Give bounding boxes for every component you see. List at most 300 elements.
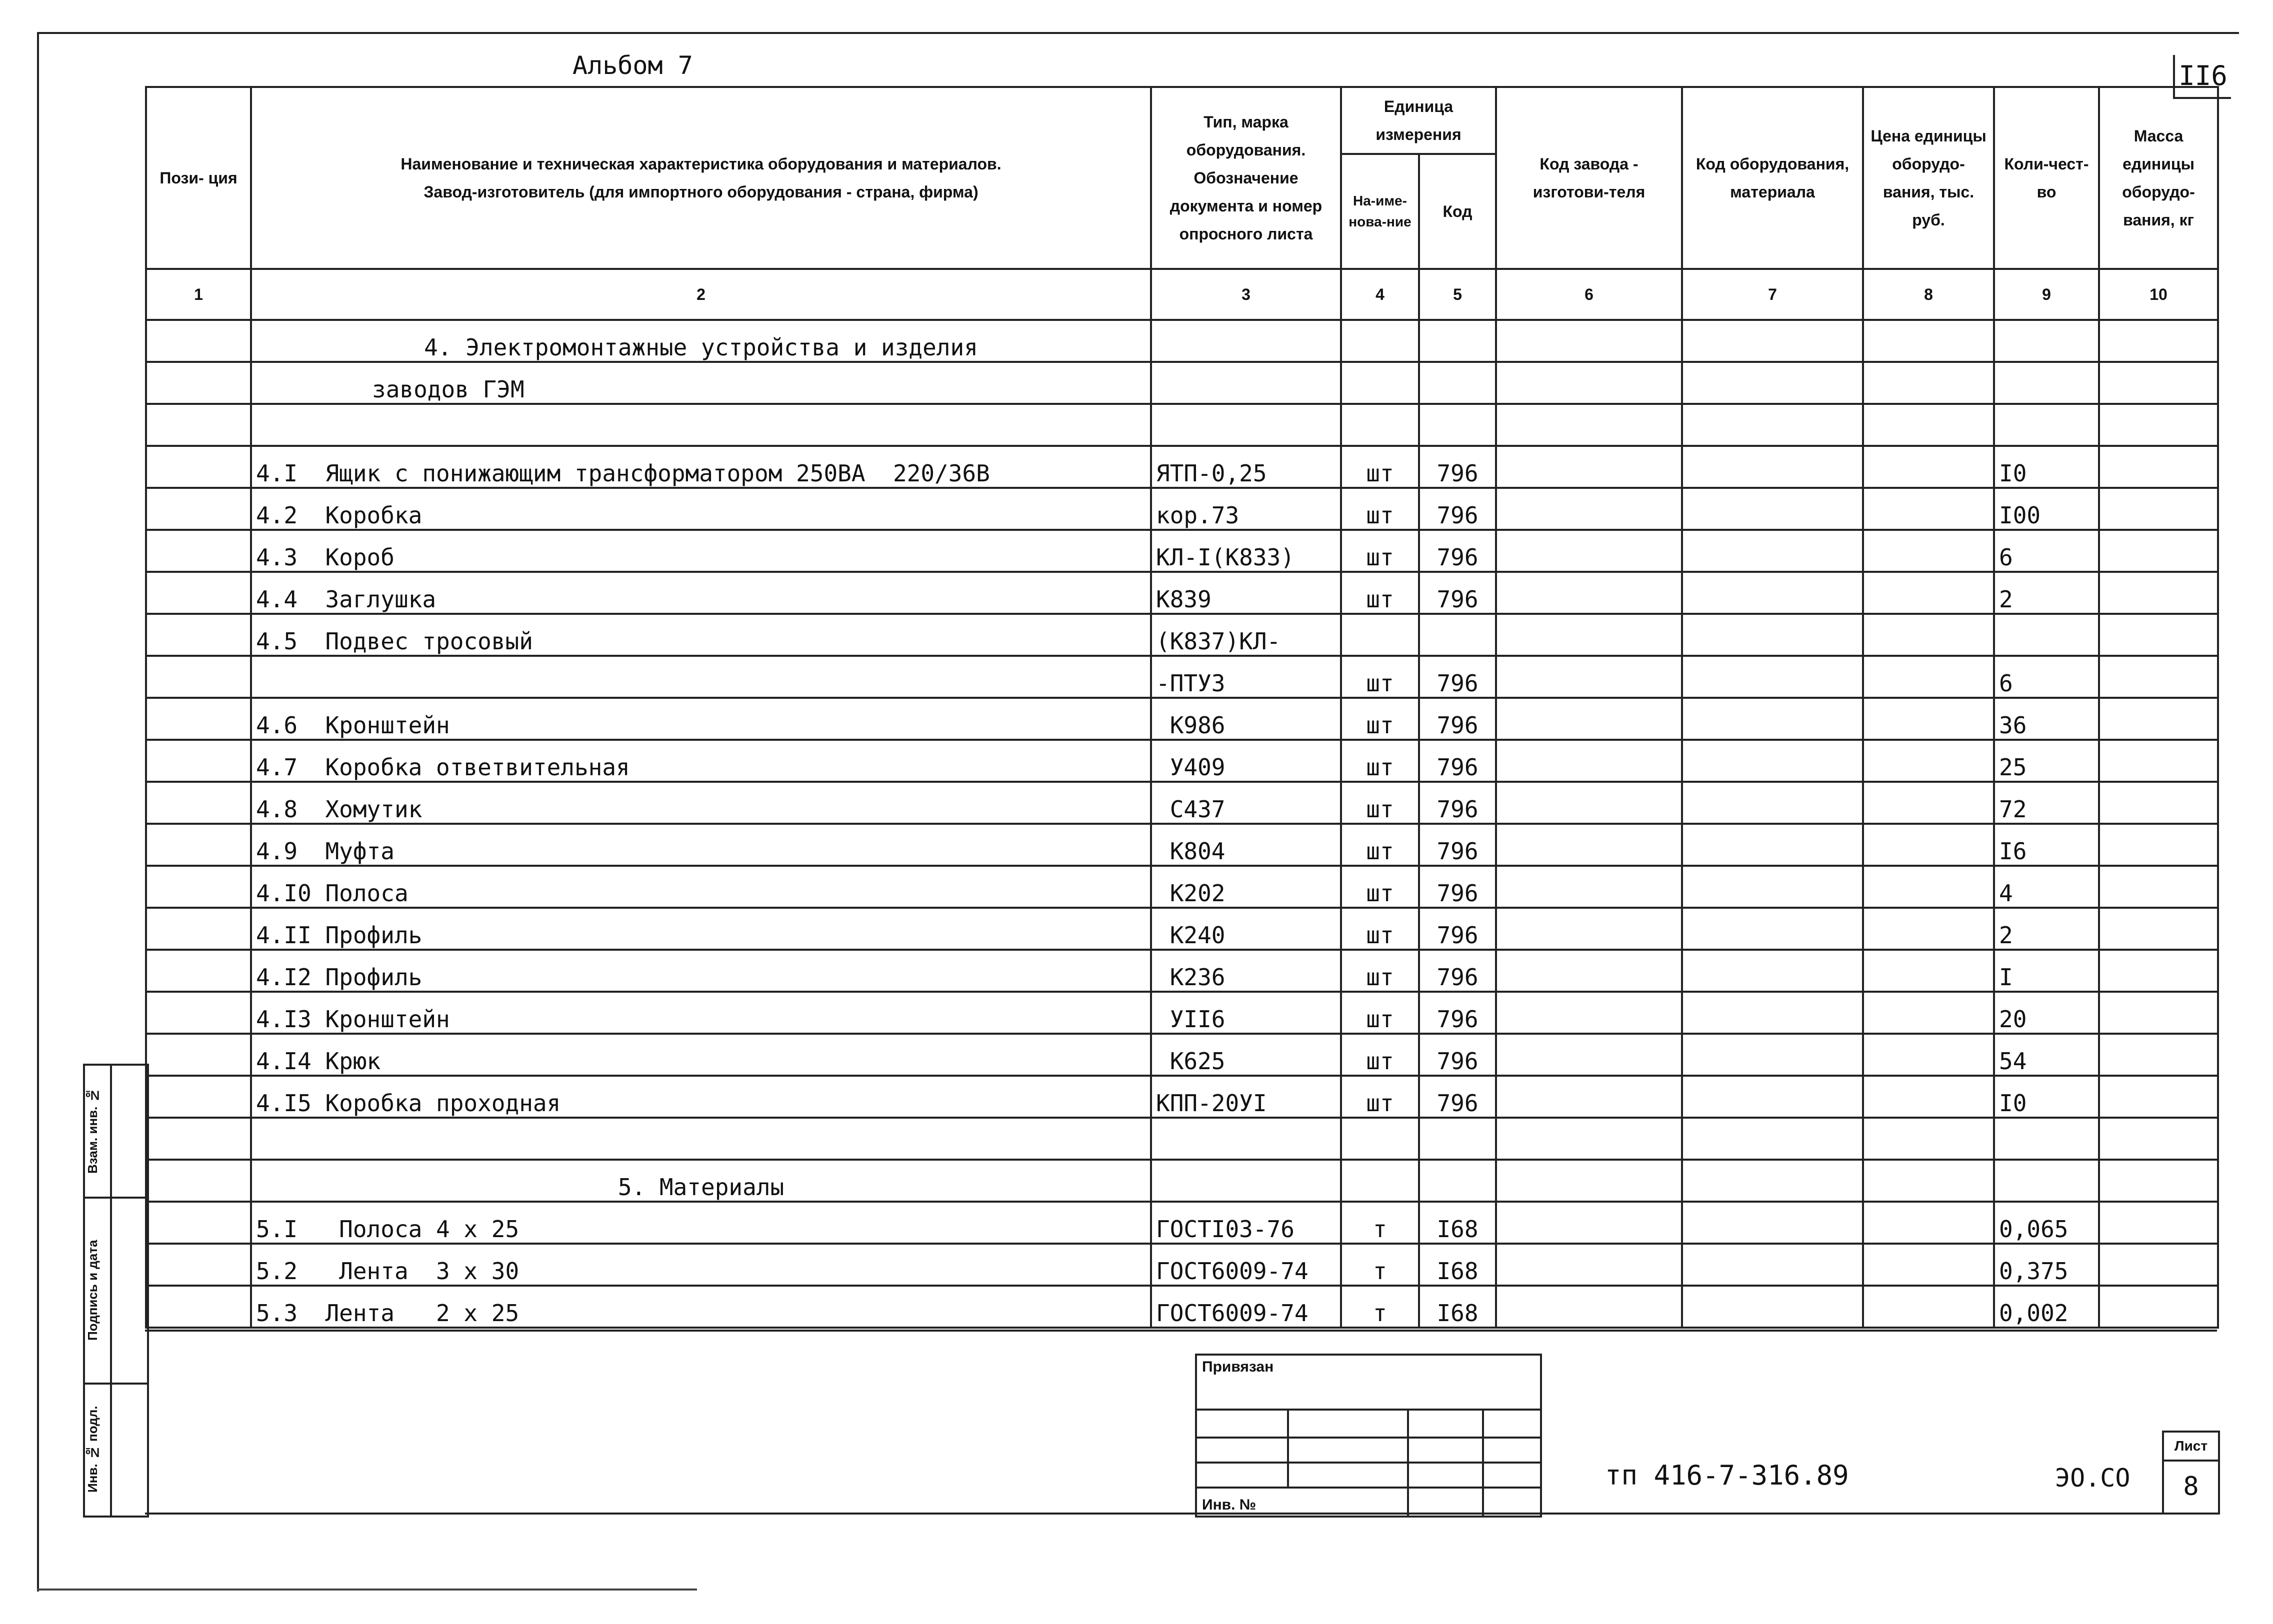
qty-cell xyxy=(1994,362,2099,404)
price-cell xyxy=(1863,1076,1994,1118)
type-cell: ЯТП-0,25 xyxy=(1151,446,1341,488)
price-cell xyxy=(1863,992,1994,1034)
mass-cell xyxy=(2099,320,2218,362)
colnum: 9 xyxy=(1994,269,2099,320)
mass-cell xyxy=(2099,1160,2218,1202)
factory-code-cell xyxy=(1496,488,1682,530)
type-cell xyxy=(1151,404,1341,446)
name-cell: 4.I Ящик с понижающим трансформатором 250ВА 220/36В xyxy=(251,446,1151,488)
name-cell: 4.8 Хомутик xyxy=(251,782,1151,824)
table-row xyxy=(146,1076,2218,1118)
table-row xyxy=(146,992,2218,1034)
price-cell xyxy=(1863,740,1994,782)
table-row xyxy=(146,446,2218,488)
mass-cell xyxy=(2099,866,2218,908)
mass-cell xyxy=(2099,908,2218,950)
col-unit-group: Единица измерения xyxy=(1341,87,1496,154)
price-cell xyxy=(1863,950,1994,992)
sheet-number: II6 xyxy=(2173,55,2231,99)
factory-code-cell xyxy=(1496,362,1682,404)
qty-cell xyxy=(1994,404,2099,446)
name-cell: 4.I5 Коробка проходная xyxy=(251,1076,1151,1118)
qty-cell: 0,065 xyxy=(1994,1202,2099,1244)
mass-cell xyxy=(2099,614,2218,656)
pos-cell xyxy=(146,656,251,698)
unit-cell: шт xyxy=(1341,446,1419,488)
mass-cell xyxy=(2099,488,2218,530)
unit-cell: шт xyxy=(1341,866,1419,908)
table-row xyxy=(146,572,2218,614)
unit-cell: шт xyxy=(1341,824,1419,866)
unit-cell: шт xyxy=(1341,698,1419,740)
code-cell: 796 xyxy=(1419,488,1496,530)
table-row xyxy=(146,908,2218,950)
code-cell: 796 xyxy=(1419,698,1496,740)
unit-cell: шт xyxy=(1341,950,1419,992)
type-cell: УII6 xyxy=(1151,992,1341,1034)
table-row xyxy=(146,1286,2218,1328)
table-row xyxy=(146,404,2218,446)
stamp-vline xyxy=(1482,1409,1484,1516)
factory-code-cell xyxy=(1496,992,1682,1034)
code-cell xyxy=(1419,320,1496,362)
factory-code-cell xyxy=(1496,740,1682,782)
bound-label: Привязан xyxy=(1202,1359,1274,1375)
price-cell xyxy=(1863,446,1994,488)
table-row xyxy=(146,1118,2218,1160)
pos-cell xyxy=(146,1202,251,1244)
type-cell: -ПТУЗ xyxy=(1151,656,1341,698)
table-row xyxy=(146,614,2218,656)
code-cell: 796 xyxy=(1419,824,1496,866)
unit-cell: шт xyxy=(1341,992,1419,1034)
column-number-row xyxy=(146,269,2218,320)
material-code-cell xyxy=(1682,824,1863,866)
qty-cell: 2 xyxy=(1994,572,2099,614)
material-code-cell xyxy=(1682,320,1863,362)
mass-cell xyxy=(2099,1202,2218,1244)
colnum: 10 xyxy=(2099,269,2218,320)
code-cell: 796 xyxy=(1419,782,1496,824)
name-cell: 4.3 Короб xyxy=(251,530,1151,572)
type-cell: (К837)КЛ- xyxy=(1151,614,1341,656)
code-cell xyxy=(1419,614,1496,656)
material-code-cell xyxy=(1682,950,1863,992)
unit-cell xyxy=(1341,1118,1419,1160)
mass-cell xyxy=(2099,824,2218,866)
price-cell xyxy=(1863,572,1994,614)
unit-cell: шт xyxy=(1341,488,1419,530)
code-cell: 796 xyxy=(1419,992,1496,1034)
qty-cell: 20 xyxy=(1994,992,2099,1034)
pos-cell xyxy=(146,446,251,488)
type-cell: К202 xyxy=(1151,866,1341,908)
document-code: тп 416-7-316.89 xyxy=(1605,1460,1849,1491)
qty-cell: 6 xyxy=(1994,530,2099,572)
material-code-cell xyxy=(1682,1034,1863,1076)
qty-cell: 0,375 xyxy=(1994,1244,2099,1286)
material-code-cell xyxy=(1682,1244,1863,1286)
signature-date-label: Подпись и дата xyxy=(85,1240,100,1341)
factory-code-cell xyxy=(1496,614,1682,656)
unit-cell xyxy=(1341,1160,1419,1202)
type-cell: ГОСТI03-76 xyxy=(1151,1202,1341,1244)
mass-cell xyxy=(2099,1244,2218,1286)
col-mass: Масса единицы оборудо-вания, кг xyxy=(2099,87,2218,269)
colnum: 7 xyxy=(1682,269,1863,320)
type-cell xyxy=(1151,1118,1341,1160)
code-cell: 796 xyxy=(1419,866,1496,908)
name-cell: 4.I4 Крюк xyxy=(251,1034,1151,1076)
qty-cell xyxy=(1994,320,2099,362)
pos-cell xyxy=(146,320,251,362)
material-code-cell xyxy=(1682,698,1863,740)
table-row xyxy=(146,1202,2218,1244)
code-cell: 796 xyxy=(1419,572,1496,614)
factory-code-cell xyxy=(1496,1118,1682,1160)
mass-cell xyxy=(2099,992,2218,1034)
factory-code-cell xyxy=(1496,446,1682,488)
price-cell xyxy=(1863,488,1994,530)
unit-cell: шт xyxy=(1341,1034,1419,1076)
pos-cell xyxy=(146,572,251,614)
qty-cell: 36 xyxy=(1994,698,2099,740)
qty-cell: 25 xyxy=(1994,740,2099,782)
pos-cell xyxy=(146,1118,251,1160)
table-row xyxy=(146,740,2218,782)
price-cell xyxy=(1863,404,1994,446)
mass-cell xyxy=(2099,656,2218,698)
colnum: 3 xyxy=(1151,269,1341,320)
colnum: 6 xyxy=(1496,269,1682,320)
name-cell: 4.6 Кронштейн xyxy=(251,698,1151,740)
code-cell xyxy=(1419,1160,1496,1202)
colnum: 8 xyxy=(1863,269,1994,320)
table-row xyxy=(146,1244,2218,1286)
table-row xyxy=(146,698,2218,740)
mass-cell xyxy=(2099,404,2218,446)
material-code-cell xyxy=(1682,1202,1863,1244)
code-cell: I68 xyxy=(1419,1244,1496,1286)
colnum: 1 xyxy=(146,269,251,320)
code-cell: 796 xyxy=(1419,1076,1496,1118)
pos-cell xyxy=(146,908,251,950)
pos-cell xyxy=(146,866,251,908)
unit-cell xyxy=(1341,404,1419,446)
type-cell: К625 xyxy=(1151,1034,1341,1076)
material-code-cell xyxy=(1682,782,1863,824)
stamp-line xyxy=(1197,1462,1540,1464)
replace-inv-label: Взам. инв. № xyxy=(85,1088,100,1174)
material-code-cell xyxy=(1682,1118,1863,1160)
mass-cell xyxy=(2099,740,2218,782)
code-cell: I68 xyxy=(1419,1202,1496,1244)
sheet-label: Лист xyxy=(2164,1433,2218,1462)
price-cell xyxy=(1863,530,1994,572)
price-cell xyxy=(1863,1034,1994,1076)
code-cell: I68 xyxy=(1419,1286,1496,1328)
qty-cell: 0,002 xyxy=(1994,1286,2099,1328)
code-cell: 796 xyxy=(1419,740,1496,782)
mass-cell xyxy=(2099,1286,2218,1328)
original-inv-label: Инв. № подл. xyxy=(85,1406,100,1493)
factory-code-cell xyxy=(1496,782,1682,824)
code-cell xyxy=(1419,1118,1496,1160)
mass-cell xyxy=(2099,530,2218,572)
pos-cell xyxy=(146,740,251,782)
code-cell: 796 xyxy=(1419,446,1496,488)
document-suffix: ЭО.СО xyxy=(2055,1464,2130,1493)
price-cell xyxy=(1863,320,1994,362)
name-cell: 5.I Полоса 4 х 25 xyxy=(251,1202,1151,1244)
pos-cell xyxy=(146,1244,251,1286)
code-cell: 796 xyxy=(1419,1034,1496,1076)
price-cell xyxy=(1863,614,1994,656)
factory-code-cell xyxy=(1496,1076,1682,1118)
col-factory-code: Код завода - изготови-теля xyxy=(1496,87,1682,269)
price-cell xyxy=(1863,866,1994,908)
table-row xyxy=(146,950,2218,992)
mass-cell xyxy=(2099,782,2218,824)
material-code-cell xyxy=(1682,530,1863,572)
pos-cell xyxy=(146,950,251,992)
factory-code-cell xyxy=(1496,656,1682,698)
factory-code-cell xyxy=(1496,824,1682,866)
type-cell xyxy=(1151,320,1341,362)
type-cell: КЛ-I(К833) xyxy=(1151,530,1341,572)
factory-code-cell xyxy=(1496,950,1682,992)
unit-cell: шт xyxy=(1341,530,1419,572)
table-row xyxy=(146,1034,2218,1076)
name-cell: 4.5 Подвес тросовый xyxy=(251,614,1151,656)
unit-cell: шт xyxy=(1341,572,1419,614)
specification-table xyxy=(145,86,2219,1329)
qty-cell xyxy=(1994,1118,2099,1160)
name-cell: 4.7 Коробка ответвительная xyxy=(251,740,1151,782)
type-cell: К804 xyxy=(1151,824,1341,866)
col-unit-code: Код xyxy=(1419,154,1496,269)
col-quantity: Коли-чест-во xyxy=(1994,87,2099,269)
mass-cell xyxy=(2099,698,2218,740)
factory-code-cell xyxy=(1496,1286,1682,1328)
factory-code-cell xyxy=(1496,572,1682,614)
material-code-cell xyxy=(1682,908,1863,950)
pos-cell xyxy=(146,614,251,656)
factory-code-cell xyxy=(1496,320,1682,362)
factory-code-cell xyxy=(1496,1202,1682,1244)
stamp-vline xyxy=(1407,1409,1409,1516)
type-cell: ГОСТ6009-74 xyxy=(1151,1244,1341,1286)
qty-cell: I xyxy=(1994,950,2099,992)
type-cell: К236 xyxy=(1151,950,1341,992)
table-row xyxy=(146,866,2218,908)
colnum: 4 xyxy=(1341,269,1419,320)
code-cell: 796 xyxy=(1419,908,1496,950)
table-row xyxy=(146,824,2218,866)
stamp-vline xyxy=(1287,1409,1289,1489)
pos-cell xyxy=(146,1076,251,1118)
name-cell: 4.4 Заглушка xyxy=(251,572,1151,614)
price-cell xyxy=(1863,824,1994,866)
name-cell: 4.2 Коробка xyxy=(251,488,1151,530)
material-code-cell xyxy=(1682,1160,1863,1202)
type-cell: К240 xyxy=(1151,908,1341,950)
mass-cell xyxy=(2099,1118,2218,1160)
type-cell: С437 xyxy=(1151,782,1341,824)
title-block-top-line xyxy=(145,1330,2217,1332)
qty-cell: I00 xyxy=(1994,488,2099,530)
material-code-cell xyxy=(1682,446,1863,488)
col-position: Пози- ция xyxy=(146,87,251,269)
type-cell: К986 xyxy=(1151,698,1341,740)
factory-code-cell xyxy=(1496,1244,1682,1286)
unit-cell: шт xyxy=(1341,740,1419,782)
price-cell xyxy=(1863,1202,1994,1244)
factory-code-cell xyxy=(1496,1034,1682,1076)
qty-cell: 72 xyxy=(1994,782,2099,824)
pos-cell xyxy=(146,992,251,1034)
mass-cell xyxy=(2099,572,2218,614)
code-cell: 796 xyxy=(1419,530,1496,572)
material-code-cell xyxy=(1682,614,1863,656)
binding-stamp xyxy=(1195,1354,1542,1518)
table-row xyxy=(146,1160,2218,1202)
stamp-line xyxy=(1197,1409,1540,1411)
price-cell xyxy=(1863,1244,1994,1286)
type-cell xyxy=(1151,362,1341,404)
factory-code-cell xyxy=(1496,530,1682,572)
type-cell: ГОСТ6009-74 xyxy=(1151,1286,1341,1328)
qty-cell: 54 xyxy=(1994,1034,2099,1076)
inv-label: Инв. № xyxy=(1202,1497,1256,1513)
album-label: Альбом 7 xyxy=(572,51,693,80)
type-cell: КПП-20УI xyxy=(1151,1076,1341,1118)
name-cell: 5. Материалы xyxy=(251,1160,1151,1202)
mass-cell xyxy=(2099,1034,2218,1076)
material-code-cell xyxy=(1682,866,1863,908)
name-cell: 4. Электромонтажные устройства и изделия xyxy=(251,320,1151,362)
qty-cell xyxy=(1994,614,2099,656)
table-row xyxy=(146,782,2218,824)
material-code-cell xyxy=(1682,1076,1863,1118)
frame-bottom-line xyxy=(37,1589,697,1591)
name-cell: 5.2 Лента 3 х 30 xyxy=(251,1244,1151,1286)
mass-cell xyxy=(2099,1076,2218,1118)
pos-cell xyxy=(146,404,251,446)
name-cell: заводов ГЭМ xyxy=(251,362,1151,404)
name-cell: 4.II Профиль xyxy=(251,908,1151,950)
qty-cell: 4 xyxy=(1994,866,2099,908)
table-row xyxy=(146,362,2218,404)
name-cell xyxy=(251,656,1151,698)
unit-cell xyxy=(1341,614,1419,656)
material-code-cell xyxy=(1682,992,1863,1034)
unit-cell xyxy=(1341,362,1419,404)
sheet-box xyxy=(2162,1431,2220,1515)
table-row xyxy=(146,530,2218,572)
type-cell xyxy=(1151,1160,1341,1202)
unit-cell: шт xyxy=(1341,1076,1419,1118)
unit-cell: шт xyxy=(1341,656,1419,698)
material-code-cell xyxy=(1682,404,1863,446)
name-cell: 5.3 Лента 2 х 25 xyxy=(251,1286,1151,1328)
qty-cell: 2 xyxy=(1994,908,2099,950)
unit-cell: т xyxy=(1341,1286,1419,1328)
title-block-bottom-line xyxy=(145,1513,2217,1515)
code-cell: 796 xyxy=(1419,950,1496,992)
name-cell: 4.I3 Кронштейн xyxy=(251,992,1151,1034)
qty-cell: I0 xyxy=(1994,1076,2099,1118)
name-cell: 4.9 Муфта xyxy=(251,824,1151,866)
price-cell xyxy=(1863,1286,1994,1328)
qty-cell: I0 xyxy=(1994,446,2099,488)
pos-cell xyxy=(146,1286,251,1328)
price-cell xyxy=(1863,782,1994,824)
code-cell xyxy=(1419,362,1496,404)
price-cell xyxy=(1863,908,1994,950)
unit-cell: шт xyxy=(1341,782,1419,824)
stamp-line xyxy=(1197,1437,1540,1439)
price-cell xyxy=(1863,1118,1994,1160)
factory-code-cell xyxy=(1496,908,1682,950)
qty-cell: I6 xyxy=(1994,824,2099,866)
material-code-cell xyxy=(1682,572,1863,614)
col-price: Цена единицы оборудо-вания, тыс. руб. xyxy=(1863,87,1994,269)
col-material-code: Код оборудования, материала xyxy=(1682,87,1863,269)
price-cell xyxy=(1863,656,1994,698)
pos-cell xyxy=(146,782,251,824)
pos-cell xyxy=(146,362,251,404)
factory-code-cell xyxy=(1496,404,1682,446)
pos-cell xyxy=(146,530,251,572)
pos-cell xyxy=(146,1034,251,1076)
mass-cell xyxy=(2099,446,2218,488)
pos-cell xyxy=(146,824,251,866)
price-cell xyxy=(1863,362,1994,404)
sheet-number-footer: 8 xyxy=(2183,1472,2199,1502)
name-cell xyxy=(251,404,1151,446)
material-code-cell xyxy=(1682,1286,1863,1328)
unit-cell: т xyxy=(1341,1202,1419,1244)
price-cell xyxy=(1863,698,1994,740)
unit-cell: шт xyxy=(1341,908,1419,950)
factory-code-cell xyxy=(1496,1160,1682,1202)
type-cell: кор.73 xyxy=(1151,488,1341,530)
col-name: Наименование и техническая характеристика оборудования и материалов. Завод-изготовитель (для импортного оборудования - страна, фирма) xyxy=(251,87,1151,269)
table-row xyxy=(146,656,2218,698)
pos-cell xyxy=(146,698,251,740)
material-code-cell xyxy=(1682,656,1863,698)
material-code-cell xyxy=(1682,740,1863,782)
pos-cell xyxy=(146,1160,251,1202)
unit-cell xyxy=(1341,320,1419,362)
stamp-line xyxy=(1197,1487,1540,1489)
qty-cell xyxy=(1994,1160,2099,1202)
mass-cell xyxy=(2099,362,2218,404)
header-row xyxy=(146,87,2218,154)
table-row xyxy=(146,320,2218,362)
name-cell: 4.I2 Профиль xyxy=(251,950,1151,992)
type-cell: У409 xyxy=(1151,740,1341,782)
colnum: 5 xyxy=(1419,269,1496,320)
col-unit-name: На-име-нова-ние xyxy=(1341,154,1419,269)
factory-code-cell xyxy=(1496,866,1682,908)
code-cell xyxy=(1419,404,1496,446)
qty-cell: 6 xyxy=(1994,656,2099,698)
left-signature-strip xyxy=(83,1064,149,1518)
material-code-cell xyxy=(1682,488,1863,530)
table-row xyxy=(146,488,2218,530)
